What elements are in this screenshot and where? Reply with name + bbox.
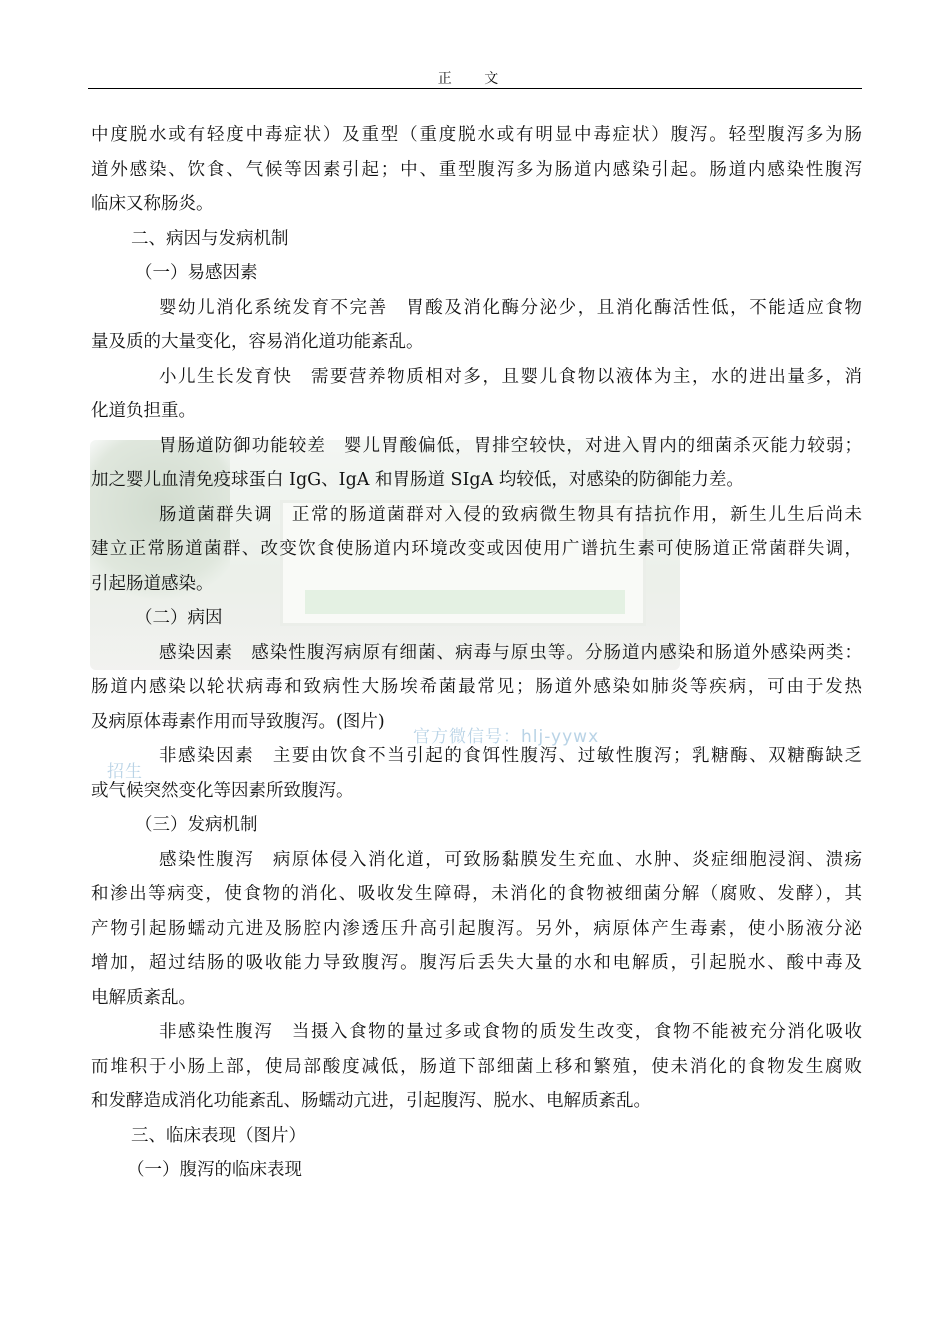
document-body [91,118,862,1188]
text-line: 增加，超过结肠的吸收能力导致腹泻。腹泻后丢失大量的水和电解质，引起脱水、酸中毒及 [91,953,862,973]
text-line: 中度脱水或有轻度中毒症状）及重型（重度脱水或有明显中毒症状）腹泻。轻型腹泻多为肠 [91,125,862,145]
term-label: 感染因素 [159,642,234,663]
subsection-heading: （二）病因 [135,608,223,628]
text-line: 量及质的大量变化，容易消化道功能紊乱。 [91,332,424,352]
term-text: 胃酸及消化酶分泌少，且消化酶活性低，不能适应食物 [404,297,863,318]
term-label: 小儿生长发育快 [159,366,293,387]
text-line [91,498,862,533]
term-label: 肠道菌群失调 [159,504,274,525]
term-text: 婴儿胃酸偏低，胃排空较快，对进入胃内的细菌杀灭能力较弱； [342,435,863,456]
text-line: 建立正常肠道菌群、改变饮食使肠道内环境改变或因使用广谱抗生素可使肠道正常菌群失调， [91,539,862,559]
term-label: 感染性腹泻 [159,849,255,870]
text-line: 产物引起肠蠕动亢进及肠腔内渗透压升高引起腹泻。另外，病原体产生毒素，使小肠液分泌 [91,918,862,939]
text-line: 和渗出等病变，使食物的消化、吸收发生障碍，未消化的食物被细菌分解（腐败、发酵），其 [91,884,862,904]
text-line: 和发酵造成消化功能紊乱、肠蠕动亢进，引起腹泻、脱水、电解质紊乱。 [91,1091,651,1111]
text-line: 或气候突然变化等因素所致腹泻。 [91,780,354,801]
text-line: 引起肠道感染。 [91,573,214,594]
header-title: 正 文 [437,71,513,87]
subsection-heading: （一）腹泻的临床表现 [127,1160,302,1180]
text-line [91,843,862,878]
text-line [91,636,862,671]
text-line: 化道负担重。 [91,401,196,421]
text-line: 及病原体毒素作用而导致腹泻。(图片) [91,711,385,732]
term-label: 胃肠道防御功能较差 [159,435,326,456]
term-text: 病原体侵入消化道，可致肠黏膜发生充血、水肿、炎症细胞浸润、溃疡 [271,849,863,870]
term-text: 当摄入食物的量过多或食物的质发生改变，食物不能被充分消化吸收 [290,1022,863,1042]
term-label: 非感染因素 [159,746,255,766]
subsection-heading: （一）易感因素 [135,263,258,283]
term-text: 感染性腹泻病原有细菌、病毒与原虫等。分肠道内感染和肠道外感染两类： [250,642,863,663]
text-line: 道外感染、饮食、气候等因素引起；中、重型腹泻多为肠道内感染引起。肠道内感染性腹泻 [91,159,862,180]
subsection-heading: （三）发病机制 [135,815,258,835]
text-line: 电解质紊乱。 [91,987,196,1008]
watermark-enroll-text: 招生 [107,762,143,782]
term-label: 非感染性腹泻 [159,1022,274,1042]
text-line: 加之婴儿血清免疫球蛋白 IgG、IgA 和胃肠道 SIgA 均较低，对感染的防御能力差。 [91,470,744,490]
text-line [91,429,862,464]
term-text: 正常的肠道菌群对入侵的致病微生物具有拮抗作用，新生儿生后尚未 [290,504,863,525]
watermark-wechat-text: 官方微信号：hlj-yywx [413,727,600,747]
term-text: 主要由饮食不当引起的食饵性腹泻、过敏性腹泻；乳糖酶、双糖酶缺乏 [271,746,863,766]
section-heading: 三、临床表现（图片） [131,1125,306,1146]
term-label: 婴幼儿消化系统发育不完善 [159,297,388,318]
text-line [91,1015,862,1050]
text-line: 而堆积于小肠上部，使局部酸度减低，肠道下部细菌上移和繁殖，使未消化的食物发生腐败 [91,1056,862,1077]
text-line: 肠道内感染以轮状病毒和致病性大肠埃希菌最常见；肠道外感染如肺炎等疾病，可由于发热 [91,677,862,697]
text-line [91,291,862,326]
page-header [88,68,862,89]
section-heading: 二、病因与发病机制 [131,228,289,249]
text-line [91,739,862,774]
term-text: 需要营养物质相对多，且婴儿食物以液体为主，水的进出量多，消 [309,366,862,387]
text-line [91,360,862,395]
text-line: 临床又称肠炎。 [91,194,214,214]
